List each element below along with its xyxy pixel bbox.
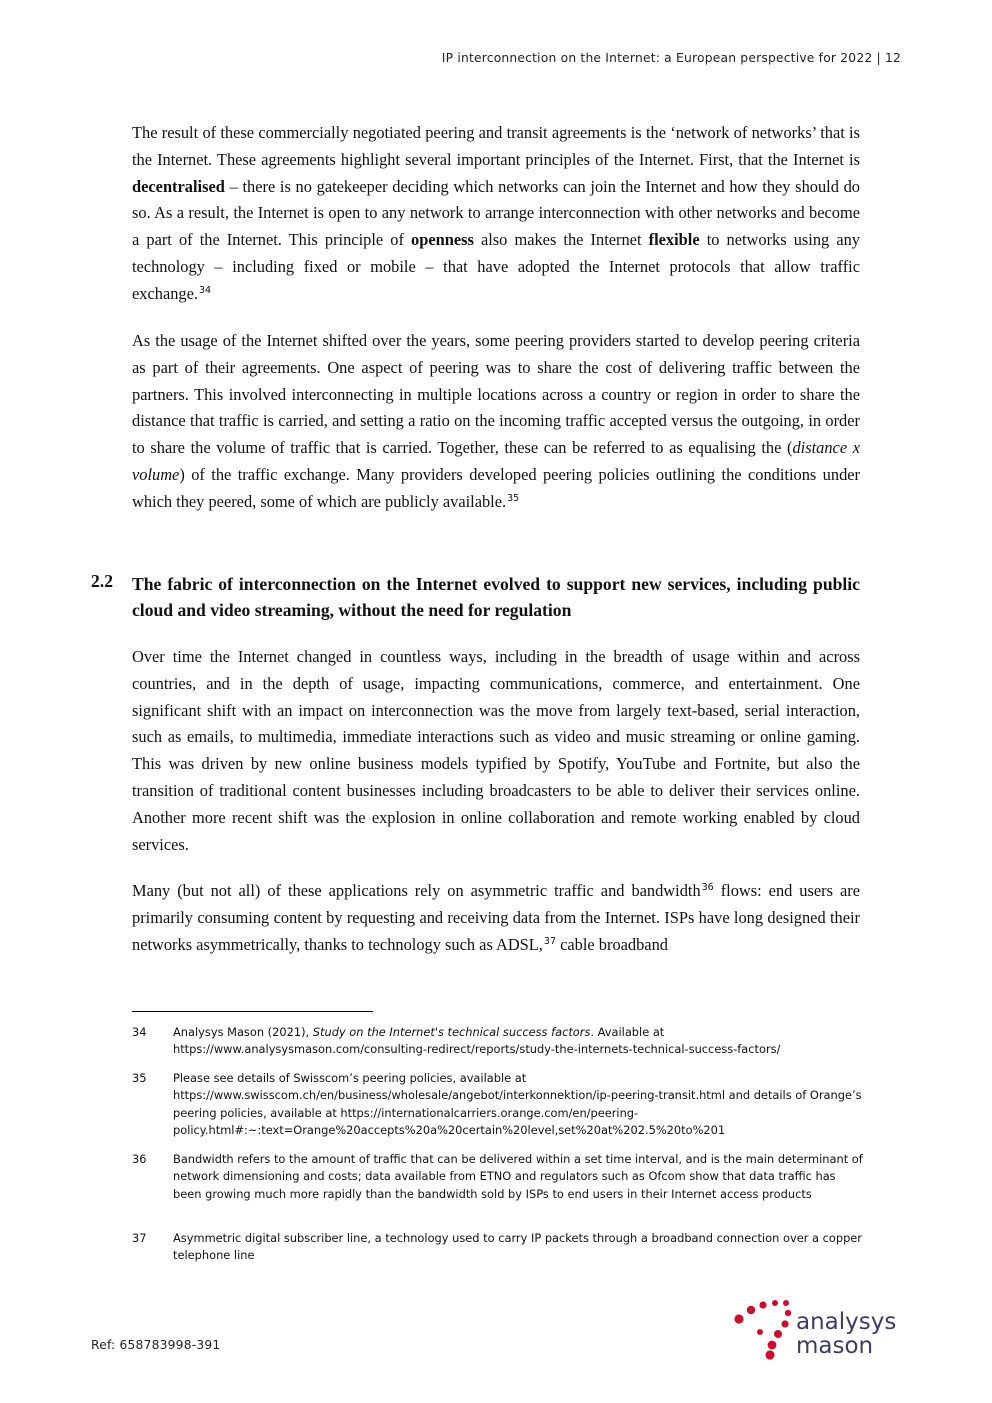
footnote-number: 37	[132, 1231, 147, 1245]
paragraph-asymmetric-traffic: Many (but not all) of these applications rely on asymmetric traffic and bandwidth$^{36}$ flows: end users are primarily consuming content by requesting and receiving data from the Internet. ISPs have long designed their networks asymmetrically, thanks to technology such as ADSL,$^{37}$ cable broadband	[132, 881, 860, 954]
footnote-number: 34	[132, 1025, 147, 1039]
footnote-text[interactable]: Please see details of Swisscom’s peering policies, available at https://www.swisscom.ch/en/business/wholesale/angebot/interkonnektion/ip-peering-transit.html and details of Orange’s peering policies, available at https://internationalcarriers.orange.com/en/peering-policy.html#:~:text=Orange%20accepts%20a%20certain%20level,set%20at%202.5%20to%201	[173, 1071, 862, 1137]
analysys-mason-logo	[732, 1298, 916, 1360]
footnote-text: Bandwidth refers to the amount of traffic that can be delivered within a set time interval, and is the main determinant of network dimensioning and costs; data available from ETNO and regulators such as Ofcom show that data traffic has been growing much more rapidly than the bandwidth sold by ISPs to end users in their Internet access products	[173, 1152, 863, 1201]
footnote-ref-36[interactable]: 36	[701, 882, 714, 893]
footnote-ref-35[interactable]: 35	[507, 492, 520, 504]
logo-dots-icon	[732, 1298, 794, 1360]
footnote-ref-37[interactable]: 37	[543, 935, 557, 947]
footnote-number: 36	[132, 1152, 147, 1166]
footnote-text: Analysys Mason (2021), Study on the Internet's technical success factors. Available at https://www.analysysmason.com/consulting-redirect/reports/study-the-internets-technical-success-factors/	[173, 1025, 781, 1057]
footnote-number: 35	[132, 1071, 147, 1085]
section-number: 2.2	[91, 571, 113, 591]
running-header: IP interconnection on the Internet: a European perspective for 2022 | 12	[441, 51, 901, 65]
logo-word-analysys: analysys	[796, 1309, 897, 1335]
logo-word-mason: mason	[796, 1333, 874, 1359]
footnote-ref-34[interactable]: 34	[198, 284, 212, 296]
section-heading: The fabric of interconnection on the Internet evolved to support new services, including public cloud and video streaming, without the need for regulation	[132, 574, 860, 620]
paragraph-principles: The result of these commercially negotiated peering and transit agreements is the ‘network of networks’ that is the Internet. These agreements highlight several important principles of the Internet. First, that the Internet is decentralised – there is no gatekeeper deciding which networks can join the Internet and how they should do so. As a result, the Internet is open to any network to arrange interconnection with other networks and become a part of the Internet. This principle of openness also makes the Internet flexible to networks using any technology – including fixed or mobile – that have adopted the Internet protocols that allow traffic exchange.$^{34}$	[132, 123, 860, 303]
footnote-divider	[132, 1011, 373, 1012]
footnote-text: Asymmetric digital subscriber line, a technology used to carry IP packets through a broadband connection over a copper telephone line	[173, 1231, 862, 1263]
paragraph-peering-criteria: As the usage of the Internet shifted over the years, some peering providers started to develop peering criteria as part of their agreements. One aspect of peering was to share the cost of delivering traffic between the partners. This involved interconnecting in multiple locations across a country or region in order to share the distance that traffic is carried, and setting a ratio on the incoming traffic accepted versus the outgoing, in order to share the volume of traffic that is carried. Together, these can be referred to as equalising the (distance x volume) of the traffic exchange. Many providers developed peering policies outlining the conditions under which they peered, some of which are publicly available.$^{35}$	[132, 331, 860, 511]
document-reference: Ref: 658783998-391	[91, 1338, 221, 1352]
paragraph-internet-changes: Over time the Internet changed in countless ways, including in the breadth of usage within and across countries, and in the depth of usage, impacting communications, commerce, and entertainment. One significant shift with an impact on interconnection was the move from largely text-based, serial interaction, such as emails, to multimedia, immediate interactions such as video and music streaming or online gaming. This was driven by new online business models typified by Spotify, YouTube and Fortnite, but also the transition of traditional content businesses including broadcasters to be able to deliver their services online. Another more recent shift was the explosion in online collaboration and remote working enabled by cloud services.	[132, 647, 860, 854]
